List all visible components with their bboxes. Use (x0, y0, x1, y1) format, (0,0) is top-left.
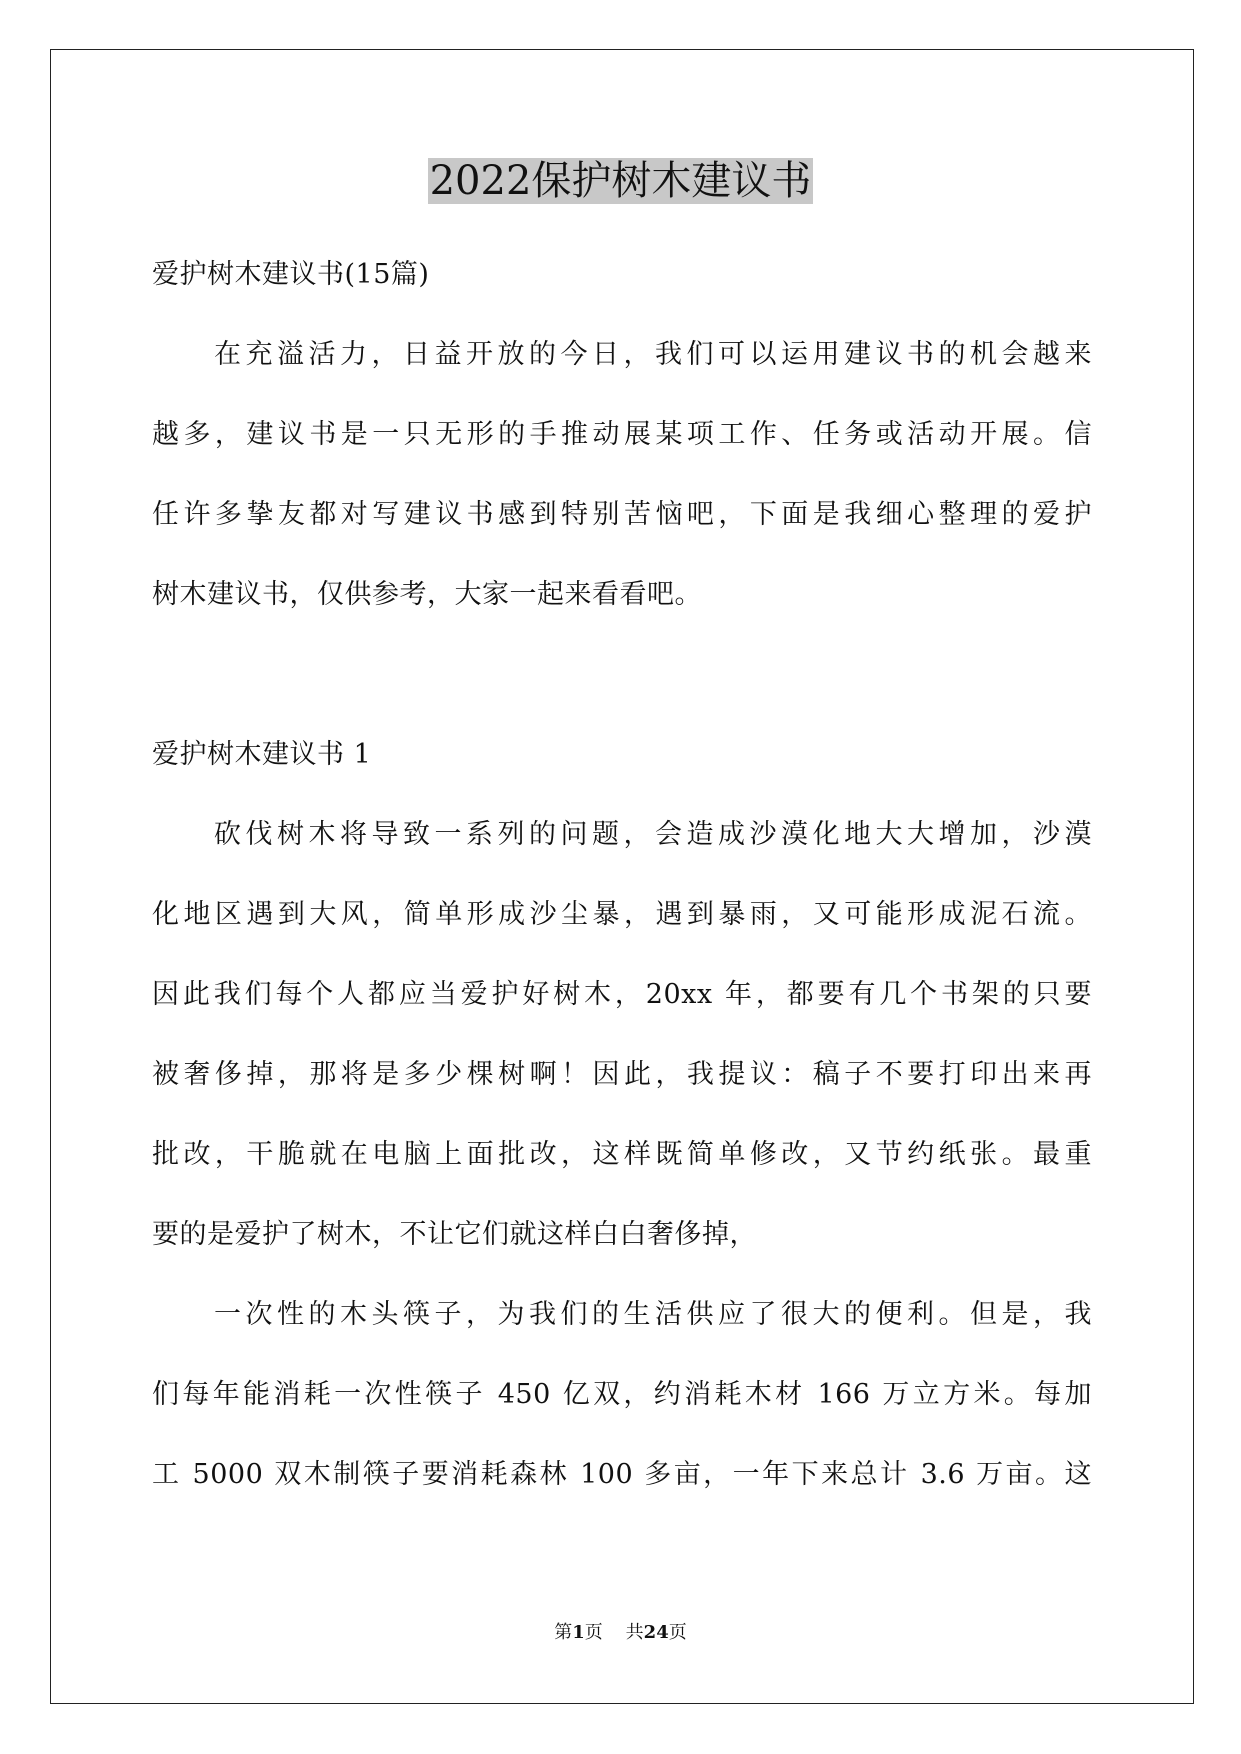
total-prefix: 共 (625, 1622, 644, 1643)
section-heading: 爱护树木建议书 1 (152, 739, 372, 770)
document-title (0, 152, 1241, 210)
document-title-text: 2022保护树木建议书 (429, 158, 812, 204)
intro-line: 越多，建议书是一只无形的手推动展某项工作、任务或活动开展。信 (152, 419, 1092, 450)
page-number: 1 (572, 1622, 585, 1643)
page-prefix: 第 (554, 1622, 573, 1643)
paragraph-line: 砍伐树木将导致一系列的问题，会造成沙漠化地大大增加，沙漠 (214, 819, 1092, 850)
paragraph-line: 工 5000 双木制筷子要消耗森林 100 多亩，一年下来总计 3.6 万亩。这 (152, 1459, 1092, 1490)
paragraph-line: 要的是爱护了树木，不让它们就这样白白奢侈掉， (152, 1219, 757, 1250)
paragraph-line: 们每年能消耗一次性筷子 450 亿双，约消耗木材 166 万立方米。每加 (152, 1379, 1092, 1410)
paragraph-line: 因此我们每个人都应当爱护好树木，20xx 年，都要有几个书架的只要 (152, 979, 1092, 1010)
paragraph-line: 被奢侈掉，那将是多少棵树啊！因此，我提议：稿子不要打印出来再 (152, 1059, 1092, 1090)
paragraph-line: 批改，干脆就在电脑上面批改，这样既简单修改，又节约纸张。最重 (152, 1139, 1092, 1170)
intro-line: 树木建议书，仅供参考，大家一起来看看吧。 (152, 579, 702, 610)
page-suffix: 页 (584, 1622, 603, 1643)
total-suffix: 页 (668, 1622, 687, 1643)
paragraph-line: 一次性的木头筷子，为我们的生活供应了很大的便利。但是，我 (214, 1299, 1092, 1330)
paragraph-line: 化地区遇到大风，简单形成沙尘暴，遇到暴雨，又可能形成泥石流。 (152, 899, 1092, 930)
intro-line: 在充溢活力，日益开放的今日，我们可以运用建议书的机会越来 (214, 339, 1092, 370)
total-pages: 24 (643, 1622, 669, 1643)
page-footer (0, 1620, 1241, 1646)
document-body (152, 235, 1092, 1515)
document-subtitle: 爱护树木建议书(15篇) (152, 259, 430, 290)
intro-line: 任许多挚友都对写建议书感到特别苦恼吧，下面是我细心整理的爱护 (152, 499, 1092, 530)
paragraph-gap (152, 635, 1092, 715)
